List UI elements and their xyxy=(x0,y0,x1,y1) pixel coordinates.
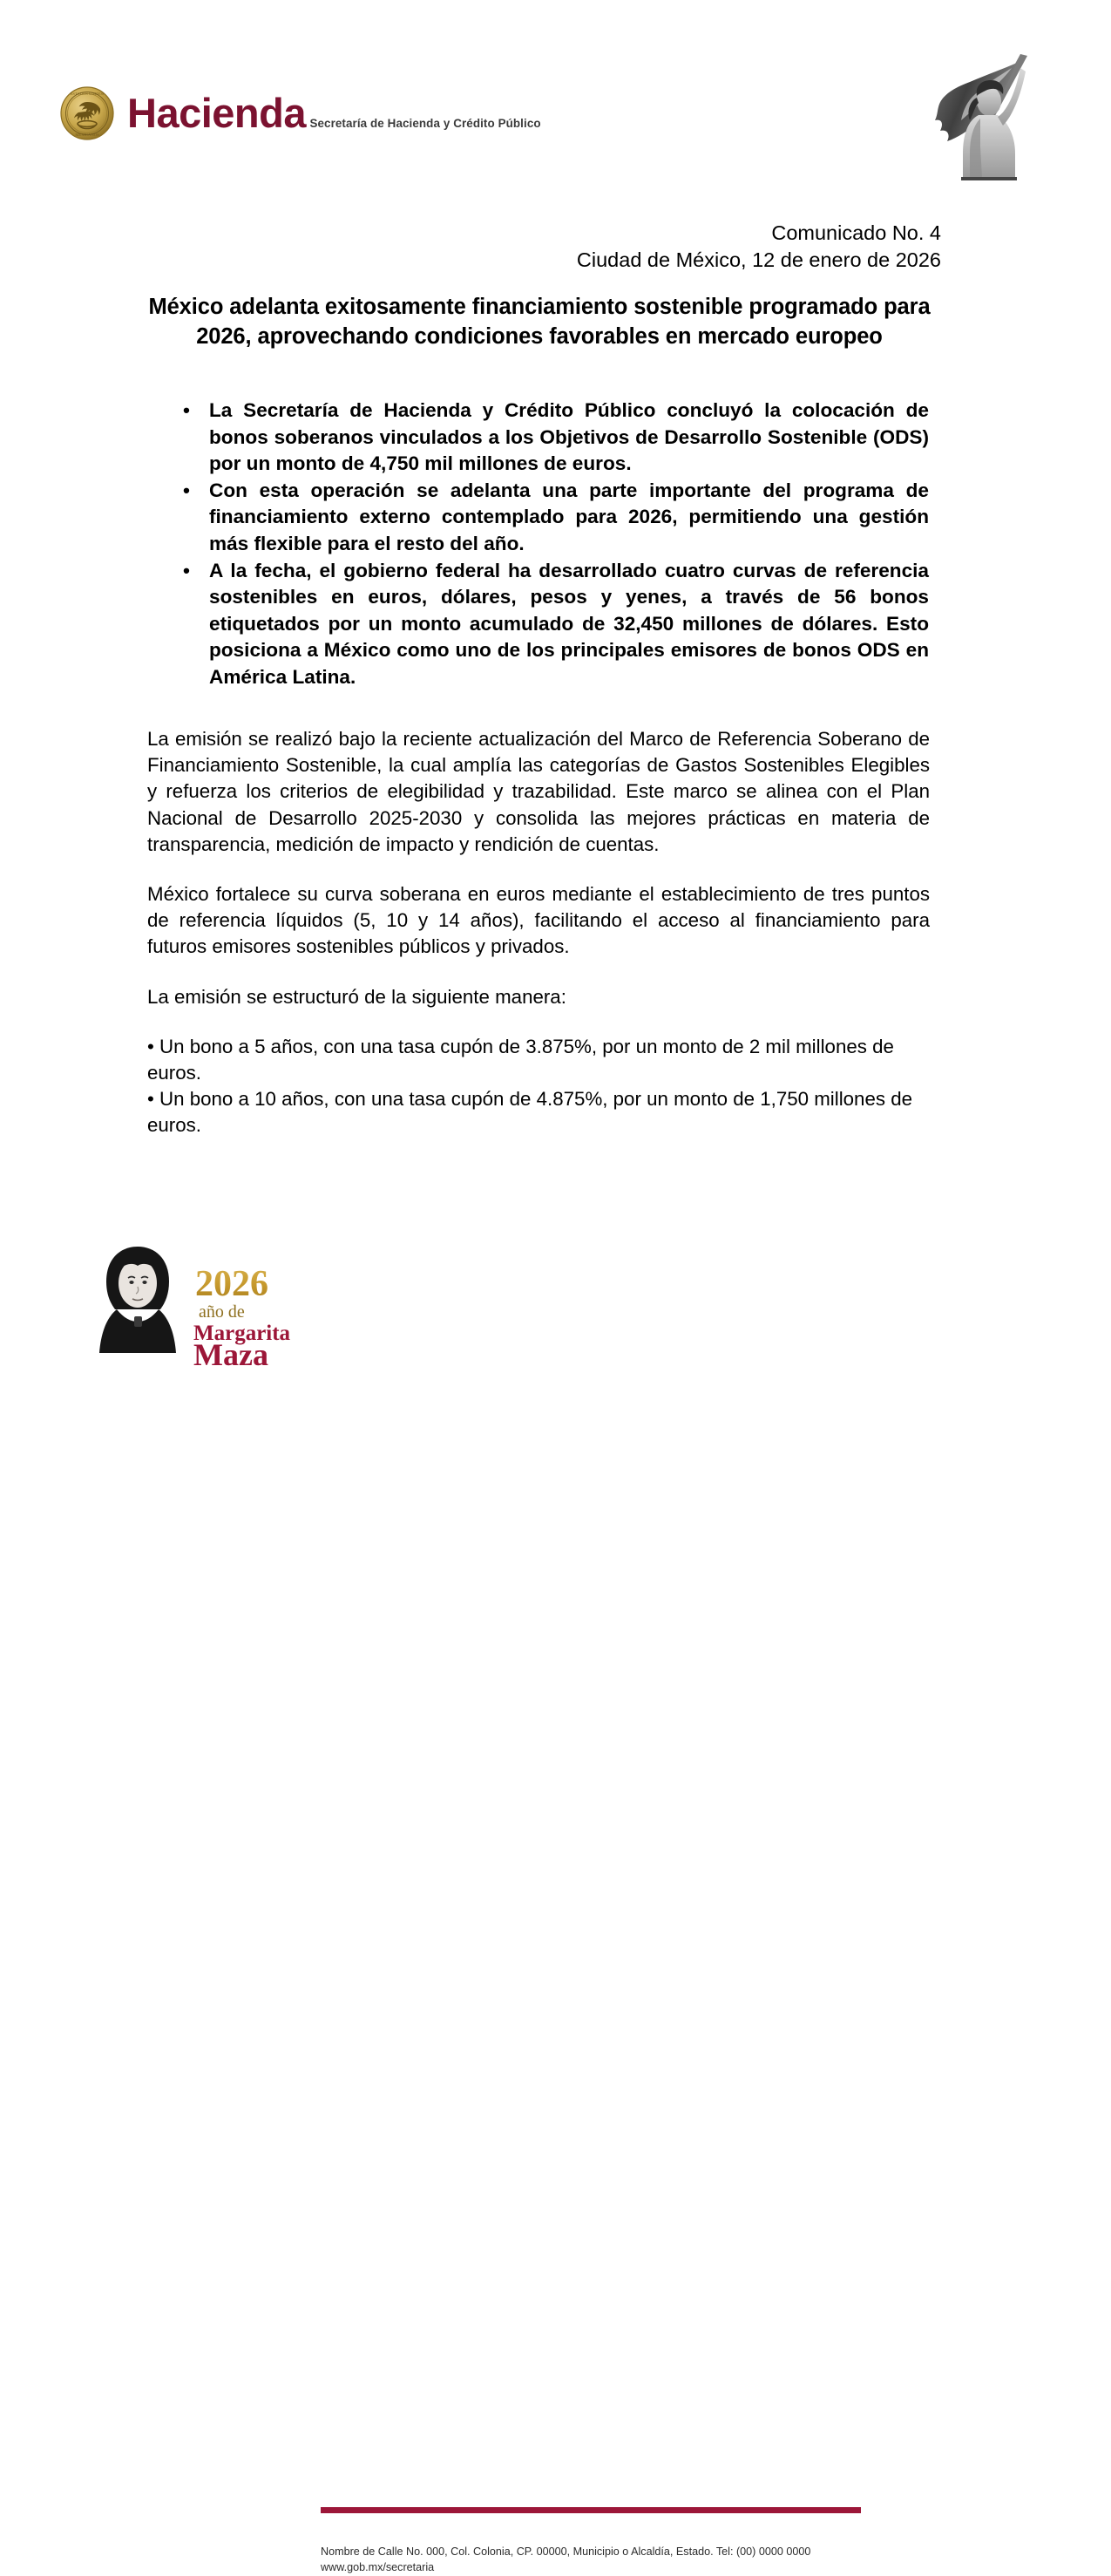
mexico-national-seal-icon xyxy=(59,85,115,141)
margarita-maza-portrait-icon xyxy=(99,1247,176,1353)
document-header xyxy=(0,0,1111,205)
margarita-surname-text: Maza xyxy=(193,1337,268,1367)
communique-number: Comunicado No. 4 xyxy=(771,221,941,244)
brand-subtitle: Secretaría de Hacienda y Crédito Público xyxy=(309,116,541,130)
brand-title: Hacienda xyxy=(127,89,306,136)
place-and-date: Ciudad de México, 12 de enero de 2026 xyxy=(576,248,941,272)
svg-text:MEXICANOS: MEXICANOS xyxy=(75,133,99,137)
bullet-marker-icon: • xyxy=(183,559,190,581)
key-points-list xyxy=(171,398,929,691)
margarita-maza-logo xyxy=(87,1219,296,1367)
document-footer xyxy=(0,1203,1111,2573)
paragraph: La emisión se estructuró de la siguiente manera: xyxy=(147,985,566,1008)
footer-address: Nombre de Calle No. 000, Col. Colonia, CP. 00000, Municipio o Alcaldía, Estado. Tel: (00) 0000 0000 xyxy=(321,2545,811,2558)
svg-text:ESTADOS UNIDOS: ESTADOS UNIDOS xyxy=(70,92,105,96)
page-title: México adelanta exitosamente financiamiento sostenible programado para 2026, aprovechando condiciones favorables en mercado europeo xyxy=(148,295,931,349)
bond-item: • Un bono a 5 años, con una tasa cupón de 3.875%, por un monto de 2 mil millones de euros. xyxy=(147,1035,894,1084)
brand-text-block xyxy=(127,89,541,136)
bond-item: • Un bono a 10 años, con una tasa cupón de 4.875%, por un monto de 1,750 millones de euros. xyxy=(147,1088,913,1137)
bullet-marker-icon: • xyxy=(183,399,190,421)
list-item xyxy=(171,398,929,478)
list-item-text: Con esta operación se adelanta una parte importante del programa de financiamiento externo contemplado para 2026, permitiendo una gestión más flexible para el resto del año. xyxy=(209,479,929,555)
list-item-text: La Secretaría de Hacienda y Crédito Público concluyó la colocación de bonos soberanos vinculados a los Objetivos de Desarrollo Sostenible (ODS) por un monto de 4,750 mil millones de euros. xyxy=(209,399,929,475)
list-item-text: A la fecha, el gobierno federal ha desarrollado cuatro curvas de referencia sostenibles en euros, dólares, pesos y yenes, a través de 56 bonos etiquetados por un monto acumulado de 32,450 millones de dólares. Esto posiciona a México como uno de los principales emisores de bonos ODS en América Latina. xyxy=(209,559,929,689)
list-item xyxy=(171,558,929,691)
footer-contact-info xyxy=(321,2545,810,2576)
bond-structure-list xyxy=(147,1034,930,1139)
margarita-year-text: 2026 xyxy=(195,1264,268,1304)
list-item xyxy=(171,478,929,558)
paragraph: La emisión se realizó bajo la reciente actualización del Marco de Referencia Soberano de Financiamiento Sostenible, la cual amplía las categorías de Gastos Sostenibles Elegibles y refuerza los criterios de elegibilidad y trazabilidad. Este marco se alinea con el Plan Nacional de Desarrollo 2025-2030 y consolida las mejores prácticas en materia de transparencia, medición de impacto y rendición de cuentas. xyxy=(147,728,930,855)
document-body xyxy=(147,726,930,1139)
mexican-flag-bearer-icon xyxy=(918,51,1031,186)
hacienda-brand xyxy=(59,85,541,141)
footer-divider xyxy=(321,2507,861,2513)
margarita-ano-de-text: año de xyxy=(199,1302,245,1322)
document-meta xyxy=(0,220,941,275)
paragraph: México fortalece su curva soberana en euros mediante el establecimiento de tres puntos de referencia líquidos (5, 10 y 14 años), facilitando el acceso al financiamiento para futuros emisores sostenibles públicos y privados. xyxy=(147,883,930,958)
margarita-name-text: Margarita xyxy=(193,1322,291,1345)
footer-website[interactable]: www.gob.mx/secretaria xyxy=(321,2560,435,2573)
bullet-marker-icon: • xyxy=(183,479,190,501)
